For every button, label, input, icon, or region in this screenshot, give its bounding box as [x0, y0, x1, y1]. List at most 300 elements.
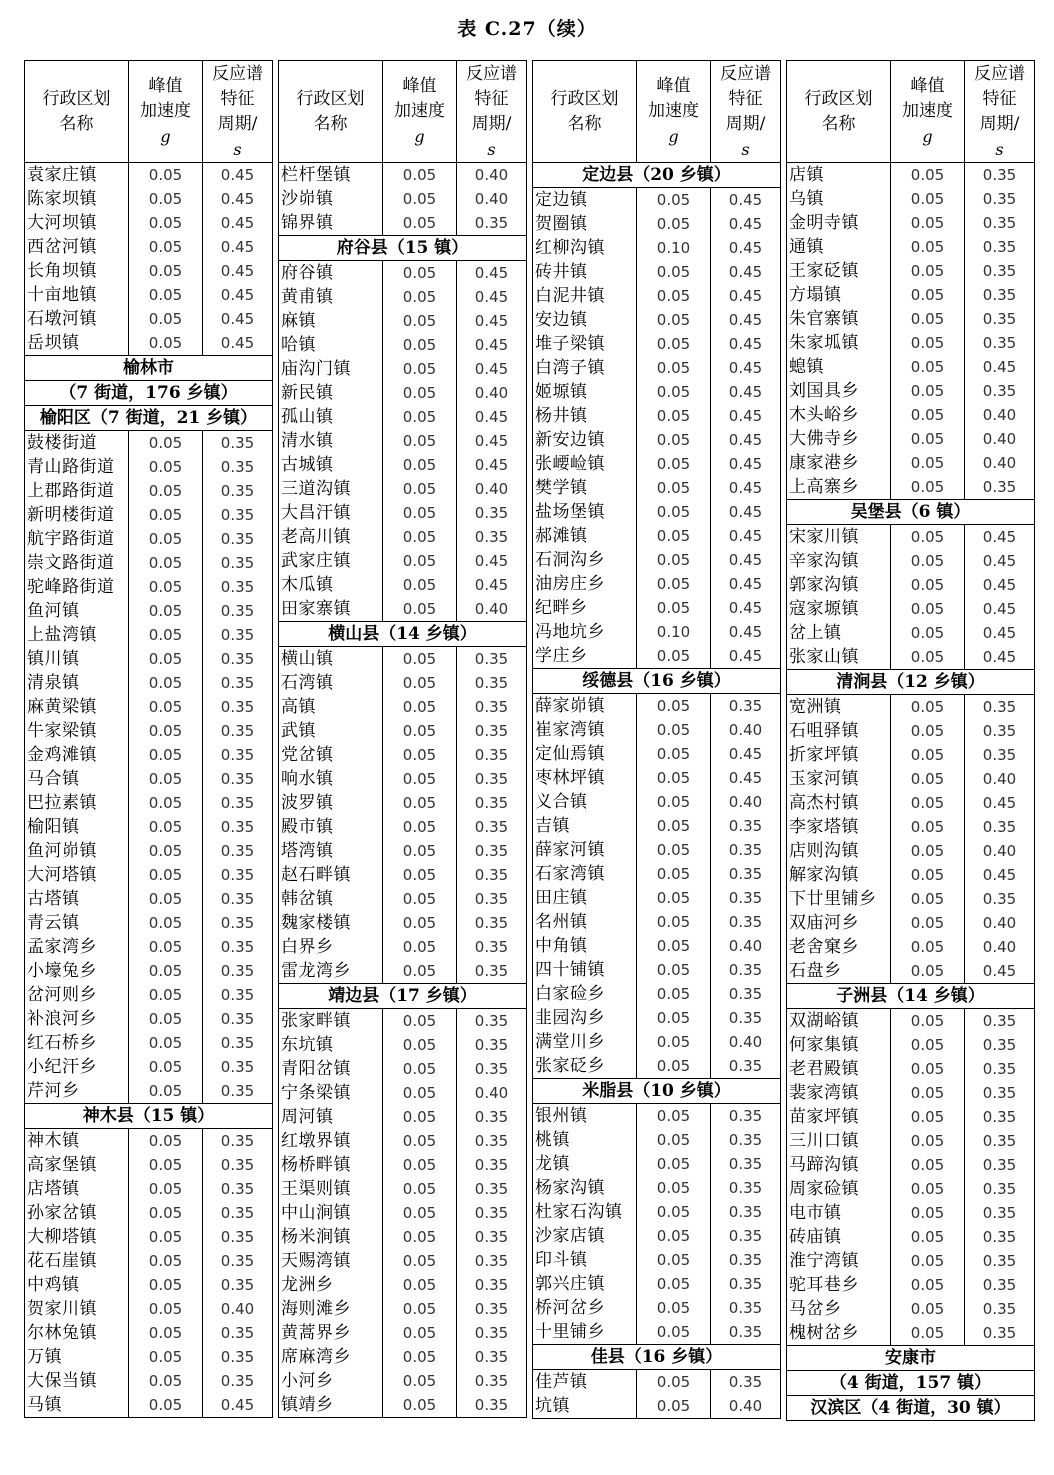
place-name-cell: 大河塔镇	[25, 863, 129, 887]
characteristic-period-cell: 0.35	[965, 475, 1035, 500]
place-name-cell: 吉镇	[533, 814, 637, 838]
peak-acceleration-cell: 0.05	[129, 911, 203, 935]
peak-acceleration-cell: 0.05	[383, 887, 457, 911]
peak-acceleration-cell: 0.05	[637, 790, 711, 814]
characteristic-period-cell: 0.35	[965, 1105, 1035, 1129]
table-row	[533, 332, 781, 356]
header-response-period	[711, 61, 781, 163]
place-name-cell: 马岔乡	[787, 1297, 891, 1321]
header-response-period-unit: s	[487, 139, 496, 159]
place-name-cell: 青阳岔镇	[279, 1057, 383, 1081]
peak-acceleration-cell: 0.05	[383, 429, 457, 453]
table-row	[533, 1176, 781, 1200]
characteristic-period-cell: 0.45	[711, 548, 781, 572]
peak-acceleration-cell: 0.05	[383, 477, 457, 501]
characteristic-period-cell: 0.35	[203, 767, 273, 791]
peak-acceleration-cell: 0.05	[637, 934, 711, 958]
characteristic-period-cell: 0.35	[203, 911, 273, 935]
peak-acceleration-cell: 0.05	[129, 1129, 203, 1154]
table-row	[787, 259, 1035, 283]
header-response-period-line: 周期/	[979, 113, 1020, 134]
table-row	[279, 671, 527, 695]
characteristic-period-cell: 0.35	[965, 1057, 1035, 1081]
characteristic-period-cell: 0.35	[457, 211, 527, 236]
peak-acceleration-cell: 0.05	[129, 331, 203, 356]
characteristic-period-cell: 0.35	[965, 1201, 1035, 1225]
place-name-cell: 石咀驿镇	[787, 719, 891, 743]
page-title: 表 C.27（续）	[457, 18, 597, 40]
table-row	[787, 1057, 1035, 1081]
characteristic-period-cell: 0.35	[203, 527, 273, 551]
table-row	[279, 211, 527, 236]
header-row	[533, 61, 781, 163]
place-name-cell: 郭兴庄镇	[533, 1272, 637, 1296]
peak-acceleration-cell: 0.05	[637, 500, 711, 524]
place-name-cell: 黄蒿界乡	[279, 1321, 383, 1345]
header-response-period	[457, 61, 527, 163]
characteristic-period-cell: 0.35	[457, 647, 527, 672]
table-row	[279, 381, 527, 405]
table-row	[533, 404, 781, 428]
characteristic-period-cell: 0.45	[203, 259, 273, 283]
peak-acceleration-cell: 0.05	[891, 1057, 965, 1081]
place-name-cell: 新明楼街道	[25, 503, 129, 527]
table-row	[787, 815, 1035, 839]
table-row	[533, 284, 781, 308]
place-name-cell: 满堂川乡	[533, 1030, 637, 1054]
characteristic-period-cell: 0.45	[711, 284, 781, 308]
characteristic-period-cell: 0.35	[457, 839, 527, 863]
table-row	[787, 283, 1035, 307]
characteristic-period-cell: 0.35	[457, 1105, 527, 1129]
table-row	[25, 983, 273, 1007]
characteristic-period-cell: 0.40	[965, 403, 1035, 427]
characteristic-period-cell: 0.40	[457, 1081, 527, 1105]
place-name-cell: 双湖峪镇	[787, 1009, 891, 1034]
place-name-cell: 芹河乡	[25, 1079, 129, 1104]
table-row	[787, 211, 1035, 235]
characteristic-period-cell: 0.45	[711, 524, 781, 548]
peak-acceleration-cell: 0.05	[891, 935, 965, 959]
peak-acceleration-cell: 0.05	[129, 1249, 203, 1273]
peak-acceleration-cell: 0.05	[637, 260, 711, 284]
place-name-cell: 电市镇	[787, 1201, 891, 1225]
peak-acceleration-cell: 0.05	[129, 1225, 203, 1249]
characteristic-period-cell: 0.35	[711, 694, 781, 719]
peak-acceleration-cell: 0.05	[891, 887, 965, 911]
characteristic-period-cell: 0.35	[711, 1152, 781, 1176]
place-name-cell: 岔上镇	[787, 621, 891, 645]
characteristic-period-cell: 0.45	[965, 621, 1035, 645]
characteristic-period-cell: 0.45	[965, 959, 1035, 984]
characteristic-period-cell: 0.45	[711, 428, 781, 452]
peak-acceleration-cell: 0.05	[637, 1272, 711, 1296]
header-name-line: 行政区划	[804, 88, 873, 109]
characteristic-period-cell: 0.45	[711, 742, 781, 766]
table-row	[279, 887, 527, 911]
peak-acceleration-cell: 0.05	[129, 503, 203, 527]
header-response-period-line: 特征	[982, 88, 1017, 109]
place-name-cell: 李家塔镇	[787, 815, 891, 839]
place-name-cell: 周河镇	[279, 1105, 383, 1129]
table-row	[533, 934, 781, 958]
table-row	[533, 188, 781, 213]
characteristic-period-cell: 0.40	[965, 911, 1035, 935]
header-response-period-line: 周期/	[471, 113, 512, 134]
place-name-cell: 冯地坑乡	[533, 620, 637, 644]
table-row	[279, 501, 527, 525]
characteristic-period-cell: 0.35	[965, 1321, 1035, 1346]
characteristic-period-cell: 0.35	[711, 1272, 781, 1296]
place-name-cell: 十亩地镇	[25, 283, 129, 307]
characteristic-period-cell: 0.35	[457, 815, 527, 839]
peak-acceleration-cell: 0.05	[637, 188, 711, 213]
peak-acceleration-cell: 0.05	[383, 1057, 457, 1081]
peak-acceleration-cell: 0.05	[637, 958, 711, 982]
peak-acceleration-cell: 0.05	[383, 285, 457, 309]
place-name-cell: 淮宁湾镇	[787, 1249, 891, 1273]
place-name-cell: 贺家川镇	[25, 1297, 129, 1321]
place-name-cell: 盐场堡镇	[533, 500, 637, 524]
place-name-cell: 堆子梁镇	[533, 332, 637, 356]
peak-acceleration-cell: 0.05	[383, 1369, 457, 1393]
table-row	[533, 1370, 781, 1395]
place-name-cell: 孤山镇	[279, 405, 383, 429]
characteristic-period-cell: 0.35	[203, 671, 273, 695]
peak-acceleration-cell: 0.05	[129, 791, 203, 815]
table-row	[787, 1249, 1035, 1273]
section-header-row	[279, 984, 527, 1009]
header-response-period	[203, 61, 273, 163]
place-name-cell: 大保当镇	[25, 1369, 129, 1393]
table-row	[533, 1200, 781, 1224]
peak-acceleration-cell: 0.05	[129, 551, 203, 575]
characteristic-period-cell: 0.35	[203, 1153, 273, 1177]
peak-acceleration-cell: 0.05	[637, 1104, 711, 1129]
table-row	[787, 863, 1035, 887]
table-row	[533, 1152, 781, 1176]
peak-acceleration-cell: 0.05	[383, 309, 457, 333]
characteristic-period-cell: 0.40	[457, 477, 527, 501]
characteristic-period-cell: 0.35	[711, 1370, 781, 1395]
characteristic-period-cell: 0.35	[965, 187, 1035, 211]
peak-acceleration-cell: 0.05	[637, 1394, 711, 1419]
section-title: 靖边县（17 乡镇）	[279, 984, 527, 1009]
peak-acceleration-cell: 0.05	[129, 839, 203, 863]
table-row	[533, 982, 781, 1006]
table-row	[787, 887, 1035, 911]
table-row	[279, 863, 527, 887]
table-row	[787, 427, 1035, 451]
peak-acceleration-cell: 0.05	[383, 1081, 457, 1105]
place-name-cell: 清水镇	[279, 429, 383, 453]
place-name-cell: 佳芦镇	[533, 1370, 637, 1395]
header-name	[25, 61, 129, 163]
characteristic-period-cell: 0.35	[965, 331, 1035, 355]
table-row	[533, 500, 781, 524]
table-row	[533, 452, 781, 476]
characteristic-period-cell: 0.35	[965, 283, 1035, 307]
characteristic-period-cell: 0.45	[457, 429, 527, 453]
peak-acceleration-cell: 0.05	[383, 453, 457, 477]
header-response-period-line: 特征	[474, 88, 509, 109]
peak-acceleration-cell: 0.05	[383, 1153, 457, 1177]
place-name-cell: 中鸡镇	[25, 1273, 129, 1297]
peak-acceleration-cell: 0.05	[891, 1177, 965, 1201]
table-row	[533, 958, 781, 982]
table-row	[279, 261, 527, 286]
peak-acceleration-cell: 0.05	[129, 163, 203, 188]
peak-acceleration-cell: 0.05	[637, 886, 711, 910]
place-name-cell: 沙家店镇	[533, 1224, 637, 1248]
characteristic-period-cell: 0.35	[203, 983, 273, 1007]
place-name-cell: 神木镇	[25, 1129, 129, 1154]
place-name-cell: 杜家石沟镇	[533, 1200, 637, 1224]
header-response-period-line: 反应谱	[974, 63, 1025, 84]
header-row	[25, 61, 273, 163]
table-row	[25, 815, 273, 839]
table-column-2	[278, 60, 527, 1418]
characteristic-period-cell: 0.45	[203, 235, 273, 259]
characteristic-period-cell: 0.45	[203, 1393, 273, 1418]
place-name-cell: 田庄镇	[533, 886, 637, 910]
place-name-cell: 朱家坬镇	[787, 331, 891, 355]
peak-acceleration-cell: 0.05	[383, 767, 457, 791]
table-row	[533, 814, 781, 838]
header-peak-acceleration-line: 加速度	[902, 101, 953, 121]
characteristic-period-cell: 0.45	[711, 620, 781, 644]
header-response-period	[965, 61, 1035, 163]
table-row	[25, 1153, 273, 1177]
table-row	[533, 1224, 781, 1248]
characteristic-period-cell: 0.35	[965, 743, 1035, 767]
peak-acceleration-cell: 0.05	[637, 1176, 711, 1200]
peak-acceleration-cell: 0.05	[891, 597, 965, 621]
place-name-cell: 郝滩镇	[533, 524, 637, 548]
place-name-cell: 朱官寨镇	[787, 307, 891, 331]
place-name-cell: 青云镇	[25, 911, 129, 935]
place-name-cell: 驼耳巷乡	[787, 1273, 891, 1297]
peak-acceleration-cell: 0.05	[891, 211, 965, 235]
characteristic-period-cell: 0.35	[457, 863, 527, 887]
place-name-cell: 通镇	[787, 235, 891, 259]
peak-acceleration-cell: 0.05	[891, 427, 965, 451]
characteristic-period-cell: 0.35	[457, 743, 527, 767]
place-name-cell: 郭家沟镇	[787, 573, 891, 597]
place-name-cell: 玉家河镇	[787, 767, 891, 791]
table-row	[533, 236, 781, 260]
peak-acceleration-cell: 0.05	[637, 308, 711, 332]
header-response-period-line: 反应谱	[720, 63, 771, 84]
header-name-line: 名称	[821, 113, 856, 134]
characteristic-period-cell: 0.35	[711, 958, 781, 982]
characteristic-period-cell: 0.35	[711, 1054, 781, 1079]
characteristic-period-cell: 0.45	[965, 573, 1035, 597]
table-row	[25, 695, 273, 719]
header-name-line: 行政区划	[42, 88, 111, 109]
characteristic-period-cell: 0.35	[203, 1055, 273, 1079]
characteristic-period-cell: 0.35	[203, 1177, 273, 1201]
characteristic-period-cell: 0.35	[965, 1297, 1035, 1321]
place-name-cell: 杨家沟镇	[533, 1176, 637, 1200]
section-title: 米脂县（10 乡镇）	[533, 1079, 781, 1104]
peak-acceleration-cell: 0.05	[129, 187, 203, 211]
section-title: 安康市	[787, 1346, 1035, 1371]
peak-acceleration-cell: 0.05	[383, 1249, 457, 1273]
peak-acceleration-cell: 0.05	[383, 261, 457, 286]
place-name-cell: 清泉镇	[25, 671, 129, 695]
section-title: 榆林市	[25, 356, 273, 381]
table-row	[533, 1104, 781, 1129]
place-name-cell: 店塔镇	[25, 1177, 129, 1201]
place-name-cell: 中角镇	[533, 934, 637, 958]
place-name-cell: 桥河岔乡	[533, 1296, 637, 1320]
table-row	[279, 1153, 527, 1177]
peak-acceleration-cell: 0.05	[891, 549, 965, 573]
table-row	[787, 549, 1035, 573]
place-name-cell: 驼峰路街道	[25, 575, 129, 599]
place-name-cell: 府谷镇	[279, 261, 383, 286]
table-row	[25, 1369, 273, 1393]
peak-acceleration-cell: 0.05	[383, 1345, 457, 1369]
table-row	[279, 1249, 527, 1273]
table-row	[279, 405, 527, 429]
peak-acceleration-cell: 0.05	[383, 1321, 457, 1345]
table-row	[25, 935, 273, 959]
section-header-row	[533, 1345, 781, 1370]
peak-acceleration-cell: 0.05	[891, 1201, 965, 1225]
peak-acceleration-cell: 0.05	[637, 1006, 711, 1030]
table-row	[787, 1225, 1035, 1249]
table-row	[787, 1201, 1035, 1225]
characteristic-period-cell: 0.45	[711, 452, 781, 476]
characteristic-period-cell: 0.35	[965, 1129, 1035, 1153]
characteristic-period-cell: 0.35	[203, 575, 273, 599]
section-header-row	[533, 1079, 781, 1104]
characteristic-period-cell: 0.35	[203, 695, 273, 719]
peak-acceleration-cell: 0.05	[637, 572, 711, 596]
table-row	[533, 1006, 781, 1030]
place-name-cell: 石家湾镇	[533, 862, 637, 886]
table-row	[279, 597, 527, 622]
place-name-cell: 薛家河镇	[533, 838, 637, 862]
peak-acceleration-cell: 0.05	[891, 863, 965, 887]
place-name-cell: 赵石畔镇	[279, 863, 383, 887]
table-row	[533, 1272, 781, 1296]
characteristic-period-cell: 0.35	[203, 1369, 273, 1393]
section-header-row	[25, 1104, 273, 1129]
table-row	[25, 307, 273, 331]
place-name-cell: 辛家沟镇	[787, 549, 891, 573]
header-name-line: 名称	[567, 113, 602, 134]
table-row	[787, 1129, 1035, 1153]
peak-acceleration-cell: 0.05	[891, 1273, 965, 1297]
place-name-cell: 马镇	[25, 1393, 129, 1418]
table-row	[787, 959, 1035, 984]
peak-acceleration-cell: 0.05	[129, 1153, 203, 1177]
place-name-cell: 双庙河乡	[787, 911, 891, 935]
characteristic-period-cell: 0.35	[965, 1153, 1035, 1177]
characteristic-period-cell: 0.35	[711, 1176, 781, 1200]
section-title: 神木县（15 镇）	[25, 1104, 273, 1129]
peak-acceleration-cell: 0.05	[383, 381, 457, 405]
table-row	[279, 695, 527, 719]
place-name-cell: 坑镇	[533, 1394, 637, 1419]
characteristic-period-cell: 0.45	[457, 549, 527, 573]
table-row	[25, 839, 273, 863]
characteristic-period-cell: 0.35	[965, 1225, 1035, 1249]
place-name-cell: 白家硷乡	[533, 982, 637, 1006]
peak-acceleration-cell: 0.05	[637, 1370, 711, 1395]
place-name-cell: 王渠则镇	[279, 1177, 383, 1201]
peak-acceleration-cell: 0.05	[637, 1128, 711, 1152]
table-row	[279, 429, 527, 453]
place-name-cell: 宋家川镇	[787, 525, 891, 550]
table-row	[279, 1297, 527, 1321]
characteristic-period-cell: 0.35	[965, 719, 1035, 743]
characteristic-period-cell: 0.35	[965, 1009, 1035, 1034]
characteristic-period-cell: 0.45	[711, 644, 781, 669]
characteristic-period-cell: 0.45	[965, 355, 1035, 379]
characteristic-period-cell: 0.40	[457, 187, 527, 211]
peak-acceleration-cell: 0.05	[129, 599, 203, 623]
peak-acceleration-cell: 0.05	[637, 1200, 711, 1224]
header-row	[279, 61, 527, 163]
peak-acceleration-cell: 0.05	[891, 1297, 965, 1321]
place-name-cell: 纪畔乡	[533, 596, 637, 620]
peak-acceleration-cell: 0.05	[891, 1153, 965, 1177]
characteristic-period-cell: 0.35	[711, 982, 781, 1006]
characteristic-period-cell: 0.35	[965, 379, 1035, 403]
table-row	[787, 379, 1035, 403]
characteristic-period-cell: 0.45	[711, 596, 781, 620]
place-name-cell: 龙洲乡	[279, 1273, 383, 1297]
peak-acceleration-cell: 0.05	[637, 644, 711, 669]
header-name-line: 行政区划	[550, 88, 619, 109]
table-row	[25, 211, 273, 235]
peak-acceleration-cell: 0.05	[891, 743, 965, 767]
peak-acceleration-cell: 0.05	[129, 695, 203, 719]
peak-acceleration-cell: 0.05	[383, 743, 457, 767]
place-name-cell: 陈家坝镇	[25, 187, 129, 211]
peak-acceleration-cell: 0.05	[383, 1297, 457, 1321]
peak-acceleration-cell: 0.05	[129, 1297, 203, 1321]
place-name-cell: 高杰村镇	[787, 791, 891, 815]
table-row	[533, 718, 781, 742]
peak-acceleration-cell: 0.05	[891, 259, 965, 283]
peak-acceleration-cell: 0.05	[891, 331, 965, 355]
characteristic-period-cell: 0.45	[457, 261, 527, 286]
table-row	[533, 838, 781, 862]
place-name-cell: 定边镇	[533, 188, 637, 213]
peak-acceleration-cell: 0.05	[891, 959, 965, 984]
place-name-cell: 下廿里铺乡	[787, 887, 891, 911]
place-name-cell: 石洞沟乡	[533, 548, 637, 572]
characteristic-period-cell: 0.35	[203, 1345, 273, 1369]
characteristic-period-cell: 0.35	[203, 1007, 273, 1031]
characteristic-period-cell: 0.35	[203, 1129, 273, 1154]
peak-acceleration-cell: 0.05	[129, 671, 203, 695]
peak-acceleration-cell: 0.05	[637, 1248, 711, 1272]
characteristic-period-cell: 0.40	[711, 934, 781, 958]
table-row	[533, 476, 781, 500]
characteristic-period-cell: 0.35	[457, 671, 527, 695]
place-name-cell: 海则滩乡	[279, 1297, 383, 1321]
place-name-cell: 三川口镇	[787, 1129, 891, 1153]
place-name-cell: 红墩界镇	[279, 1129, 383, 1153]
characteristic-period-cell: 0.35	[711, 1104, 781, 1129]
table-row	[533, 572, 781, 596]
